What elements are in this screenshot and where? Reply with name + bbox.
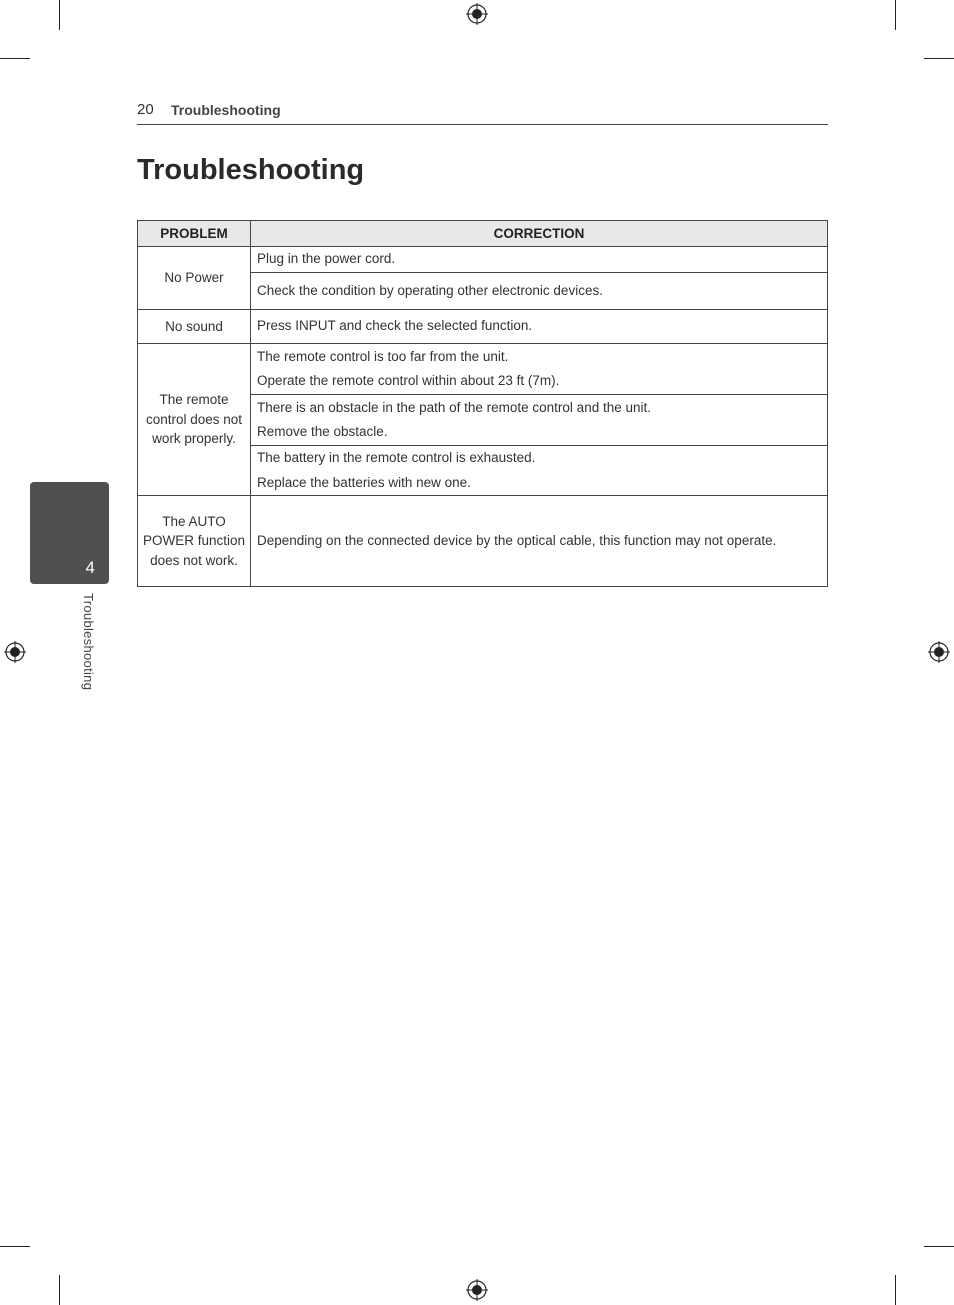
correction-cell [251, 310, 828, 344]
correction-line: Replace the batteries with new one. [257, 474, 471, 490]
table-row [138, 496, 828, 587]
correction-line: Operate the remote control within about 23 ft (7m). [257, 373, 560, 388]
correction-line: There is an obstacle in the path of the remote control and the unit. [257, 399, 651, 415]
crop-mark [59, 0, 60, 30]
column-header-correction: CORRECTION [251, 221, 828, 247]
correction-line: Depending on the connected device by the optical cable, this function may not operate. [257, 532, 777, 548]
problem-cell: The AUTO POWER function does not work. [138, 496, 251, 587]
correction-cell [251, 344, 828, 395]
crop-mark [0, 1246, 30, 1247]
table-row [138, 310, 828, 344]
running-header [137, 100, 828, 125]
chapter-side-label [78, 593, 98, 711]
problem-cell: No sound [138, 310, 251, 344]
table-row [138, 344, 828, 395]
crop-mark [895, 0, 896, 30]
column-header-problem: PROBLEM [138, 221, 251, 247]
correction-line: Plug in the power cord. [257, 251, 396, 267]
correction-line: Remove the obstacle. [257, 424, 388, 439]
page-number: 20 [137, 101, 154, 118]
registration-mark-icon [466, 3, 488, 25]
crop-mark [59, 1275, 60, 1305]
registration-mark-icon [4, 641, 26, 663]
problem-cell: The remote control does not work properly. [138, 344, 251, 496]
registration-mark-icon [466, 1279, 488, 1301]
crop-mark [924, 1246, 954, 1247]
crop-mark [895, 1275, 896, 1305]
correction-cell [251, 247, 828, 273]
problem-cell: No Power [138, 247, 251, 310]
correction-cell [251, 395, 828, 446]
troubleshooting-table [137, 220, 828, 587]
crop-mark [0, 58, 30, 59]
correction-cell [251, 273, 828, 310]
correction-line: Check the condition by operating other electronic devices. [257, 282, 603, 298]
correction-line: Press INPUT and check the selected function. [257, 318, 533, 334]
table-header-row [138, 221, 828, 247]
table-row [138, 247, 828, 273]
page-title: Troubleshooting [137, 154, 365, 186]
correction-cell [251, 496, 828, 587]
correction-line: The battery in the remote control is exhausted. [257, 450, 536, 465]
correction-cell [251, 446, 828, 496]
chapter-number: 4 [85, 558, 95, 577]
header-section-title: Troubleshooting [171, 102, 281, 118]
crop-mark [924, 58, 954, 59]
correction-line: The remote control is too far from the unit. [257, 348, 509, 364]
chapter-tab [30, 482, 109, 584]
chapter-side-label-text: Troubleshooting [81, 593, 96, 691]
registration-mark-icon [928, 641, 950, 663]
